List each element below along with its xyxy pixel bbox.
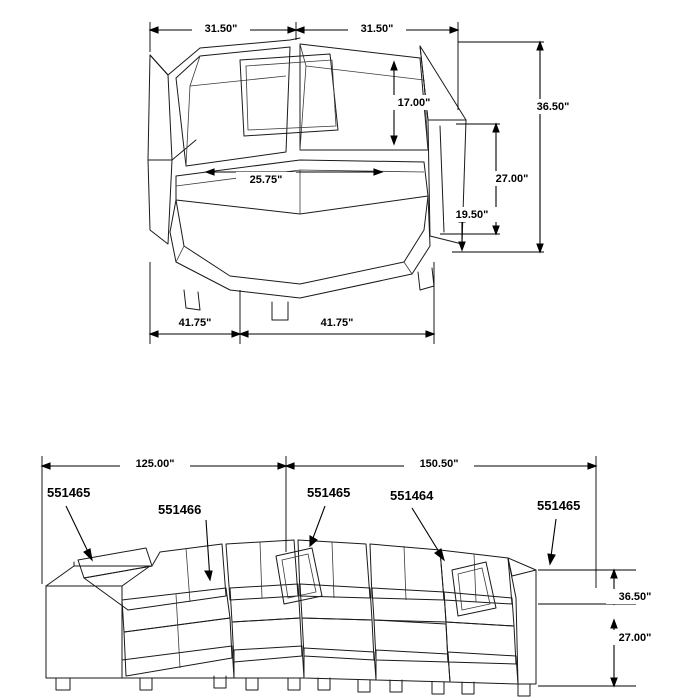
dim-seat-depth: 25.75" xyxy=(249,174,283,186)
part-code-1: 551466 xyxy=(158,502,202,517)
top-dimension-lines xyxy=(150,21,582,344)
dim-back-cushion-height: 17.00" xyxy=(397,97,431,109)
part-code-4: 551465 xyxy=(537,498,581,513)
dim-overall-height-bottom: 36.50" xyxy=(618,591,652,603)
dim-arm-height: 27.00" xyxy=(495,173,529,185)
bottom-dimension-lines xyxy=(42,455,664,686)
dim-left-section-width: 125.00" xyxy=(135,458,175,470)
part-code-0: 551465 xyxy=(47,485,91,500)
part-code-2: 551465 xyxy=(307,485,351,500)
dim-right-section-width: 150.50" xyxy=(419,458,459,470)
part-code-3: 551464 xyxy=(390,488,434,503)
bottom-sectional-illustration xyxy=(46,540,536,696)
dim-arm-height-bottom: 27.00" xyxy=(618,632,652,644)
top-sofa-illustration xyxy=(148,38,466,320)
dim-bottom-right-width: 41.75" xyxy=(320,317,354,329)
dim-bottom-left-width: 41.75" xyxy=(178,317,212,329)
dim-top-left-width: 31.50" xyxy=(204,23,238,35)
dim-overall-height-top: 36.50" xyxy=(536,101,570,113)
dim-seat-height: 19.50" xyxy=(455,209,489,221)
dim-top-right-width: 31.50" xyxy=(360,23,394,35)
